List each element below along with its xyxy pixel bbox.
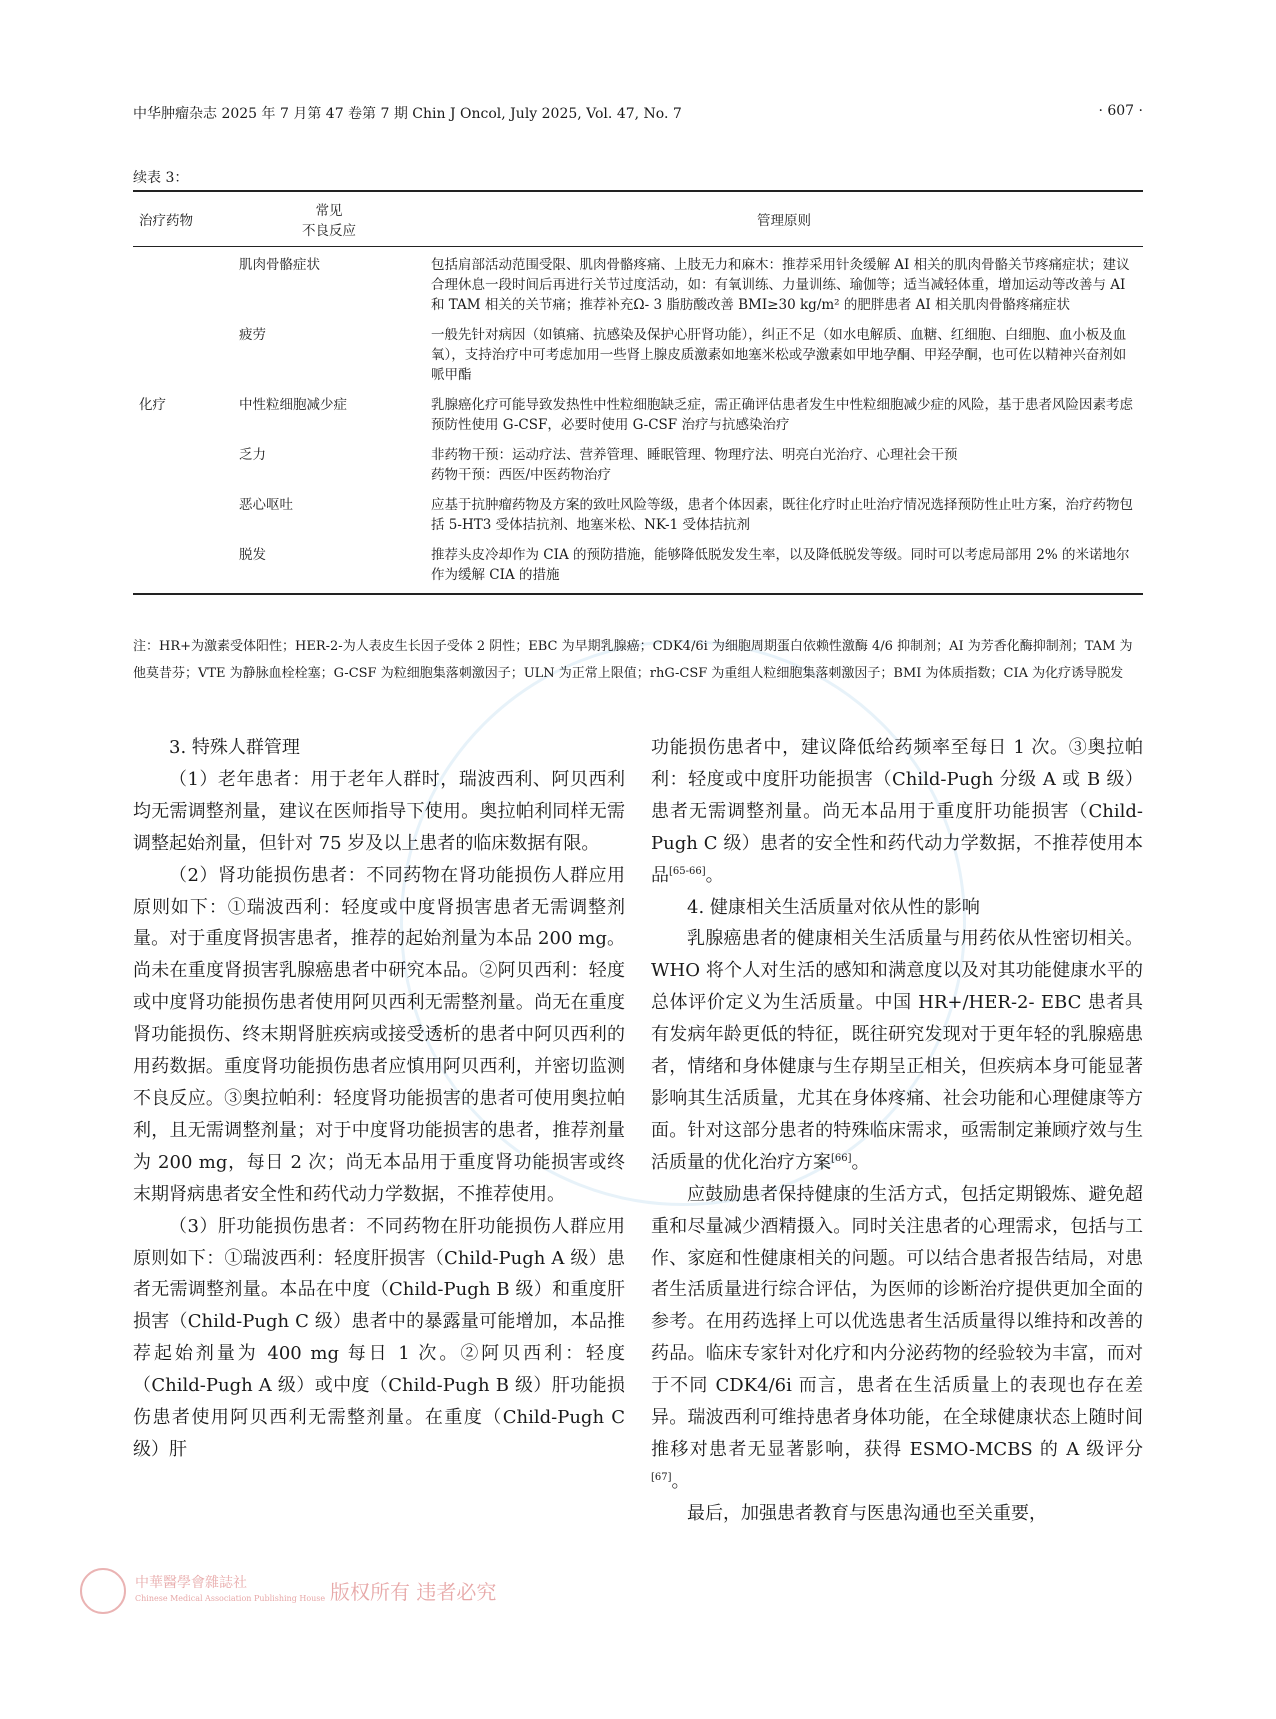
cell-drug: 化疗 [139,397,166,413]
paragraph-text: 乳腺癌患者的健康相关生活质量与用药依从性密切相关。WHO 将个人对生活的感知和满意度以及对其功能健康水平的总体评价定义为生活质量。中国 HR+/HER-2- EBC 患者具有发病年龄更低的特征，既往研究发现对于更年轻的乳腺癌患者，情绪和身体健康与生存期呈正相关，但疾病本身可能显著影响其生活质量，尤其在身体疼痛、社会功能和心理健康等方面。针对这部分患者的特殊临床需求，亟需制定兼顾疗效与生活质量的优化治疗方案 [651,928,1143,1173]
cell-principle: 应基于抗肿瘤药物及方案的致吐风险等级，患者个体因素，既往化疗时止吐治疗情况选择预防性止吐方案，治疗药物包括 5-HT3 受体拮抗剂、地塞米松、NK-1 受体拮抗剂 [431,497,1133,533]
paragraph-end: 。 [705,864,724,886]
left-column [133,732,625,1466]
cell-drug [133,487,233,537]
section-heading: 4. 健康相关生活质量对依从性的影响 [687,896,980,918]
table-row [133,317,1143,387]
cell-effect: 恶心呕吐 [239,497,293,513]
header-drug: 治疗药物 [133,191,233,247]
copyright-slogan: 版权所有 违者必究 [330,1580,497,1604]
cell-principle: 乳腺癌化疗可能导致发热性中性粒细胞缺乏症，需正确评估患者发生中性粒细胞减少症的风险，基于患者风险因素考虑预防性使用 G-CSF，必要时使用 G-CSF 治疗与抗感染治疗 [431,397,1133,433]
paragraph: （1）老年患者：用于老年人群时，瑞波西利、阿贝西利均无需调整剂量，建议在医师指导下使用。奥拉帕利同样无需调整起始剂量，但针对 75 岁及以上患者的临床数据有限。 [133,768,625,854]
header-effect: 常见 不良反应 [233,191,425,247]
citation-ref: [66] [831,1152,852,1164]
running-header [133,103,1143,127]
cell-effect: 乏力 [239,447,266,463]
cell-principle: 一般先针对病因（如镇痛、抗感染及保护心肝肾功能），纠正不足（如水电解质、血糖、红细胞、白细胞、血小板及血氧），支持治疗中可考虑加用一些肾上腺皮质激素如地塞米松或孕激素如甲地孕酮、甲羟孕酮，也可佐以精神兴奋剂如哌甲酯 [431,327,1127,383]
table-header-row [133,191,1143,247]
cell-principle: 推荐头皮冷却作为 CIA 的预防措施，能够降低脱发发生率，以及降低脱发等级。同时可以考虑局部用 2% 的米诺地尔作为缓解 CIA 的措施 [425,537,1143,594]
cell-effect: 疲劳 [239,327,266,343]
cell-effect: 中性粒细胞减少症 [239,397,347,413]
paragraph: （3）肝功能损伤患者：不同药物在肝功能损伤人群应用原则如下：①瑞波西利：轻度肝损害（Child-Pugh A 级）患者无需调整剂量。本品在中度（Child-Pugh B 级）和重度肝损害（Child-Pugh C 级）患者中的暴露量可能增加，本品推荐起始剂量为 400 mg 每日 1 次。②阿贝西利：轻度（Child-Pugh A 级）或中度（Child-Pugh B 级）肝功能损伤患者使用阿贝西利无需整剂量。在重度（Child-Pugh C 级）肝 [133,1215,625,1460]
paragraph [651,1179,1143,1498]
adverse-effects-table [133,190,1143,595]
paragraph [651,923,1143,1178]
paragraph-text: 应鼓励患者保持健康的生活方式，包括定期锻炼、避免超重和尽量减少酒精摄入。同时关注患者的心理需求，包括与工作、家庭和性健康相关的问题。可以结合患者报告结局，对患者生活质量进行综合评估，为医师的诊断治疗提供更加全面的参考。在用药选择上可以优选患者生活质量得以维持和改善的药品。临床专家针对化疗和内分泌药物的经验较为丰富，而对于不同 CDK4/6i 而言，患者在生活质量上的表现也存在差异。瑞波西利可维持患者身体功能，在全球健康状态上随时间推移对患者无显著影响，获得 ESMO-MCBS 的 A 级评分 [651,1183,1143,1460]
cell-effect: 脱发 [233,537,425,594]
page-number: · 607 · [1098,103,1143,119]
table-row [133,537,1143,594]
section-heading: 3. 特殊人群管理 [169,737,300,758]
publisher-name: 中華醫學會雜誌社 [135,1575,247,1591]
publisher-logo-icon [80,1568,126,1614]
cell-effect: 肌肉骨骼症状 [239,257,320,273]
paragraph: （2）肾功能损伤患者：不同药物在肾功能损伤人群应用原则如下：①瑞波西利：轻度或中度肾损害患者无需调整剂量。对于重度肾损害患者，推荐的起始剂量为本品 200 mg。尚未在重度肾损害乳腺癌患者中研究本品。②阿贝西利：轻度或中度肾功能损伤患者使用阿贝西利无需整剂量。尚无在重度肾功能损伤、终末期肾脏疾病或接受透析的患者中阿贝西利的用药数据。重度肾功能损伤患者应慎用阿贝西利，并密切监测不良反应。③奥拉帕利：轻度肾功能损害的患者可使用奥拉帕利，且无需调整剂量；对于中度肾功能损害的患者，推荐剂量为 200 mg，每日 2 次；尚无本品用于重度肾功能损害或终末期肾病患者安全性和药代动力学数据，不推荐使用。 [133,864,625,1205]
paragraph-text: 功能损伤患者中，建议降低给药频率至每日 1 次。③奥拉帕利：轻度或中度肝功能损害（Child-Pugh 分级 A 或 B 级）患者无需调整剂量。尚无本品用于重度肝功能损害（Child-Pugh C 级）患者的安全性和药代动力学数据，不推荐使用本品 [651,737,1143,886]
table-row [133,247,1143,318]
header-principle: 管理原则 [425,191,1143,247]
citation-ref: [67] [651,1471,672,1483]
publisher-name-en: Chinese Medical Association Publishing House [135,1594,326,1603]
table-continued-label: 续表 3： [133,170,189,186]
paragraph-end: 。 [671,1470,690,1492]
table-row [133,387,1143,437]
paragraph-end: 。 [851,1151,870,1173]
citation-ref: [65-66] [669,865,706,877]
table-footnote: 注：HR+为激素受体阳性；HER-2-为人表皮生长因子受体 2 阴性；EBC 为早期乳腺癌；CDK4/6i 为细胞周期蛋白依赖性激酶 4/6 抑制剂；AI 为芳香化酶抑制剂；TAM 为他莫昔芬；VTE 为静脉血栓栓塞；G-CSF 为粒细胞集落刺激因子；ULN 为正常上限值；rhG-CSF 为重组人粒细胞集落刺激因子；BMI 为体质指数；CIA 为化疗诱导脱发 [133,639,1133,681]
journal-citation: 中华肿瘤杂志 2025 年 7 月第 47 卷第 7 期 Chin J Oncol, July 2025, Vol. 47, No. 7 [133,106,682,122]
cell-drug [133,317,233,387]
cell-drug [133,437,233,487]
right-column [651,732,1143,1530]
cell-principle: 包括肩部活动范围受限、肌肉骨骼疼痛、上肢无力和麻木：推荐采用针灸缓解 AI 相关的肌肉骨骼关节疼痛症状；建议合理休息一段时间后再进行关节过度活动，如：有氧训练、力量训练、瑜伽等；适当减轻体重，增加运动等改善与 AI 和 TAM 相关的关节痛；推荐补充Ω- 3 脂肪酸改善 BMI≥30 kg/m² 的肥胖患者 AI 相关肌肉骨骼疼痛症状 [431,257,1130,313]
cell-drug [133,247,233,318]
cell-drug [133,537,233,594]
paragraph [651,732,1143,892]
table-row [133,487,1143,537]
table-row [133,437,1143,487]
paragraph: 最后，加强患者教育与医患沟通也至关重要， [687,1502,1047,1524]
cell-principle: 非药物干预：运动疗法、营养管理、睡眠管理、物理疗法、明亮白光治疗、心理社会干预 药物干预：西医/中医药物治疗 [431,447,958,483]
